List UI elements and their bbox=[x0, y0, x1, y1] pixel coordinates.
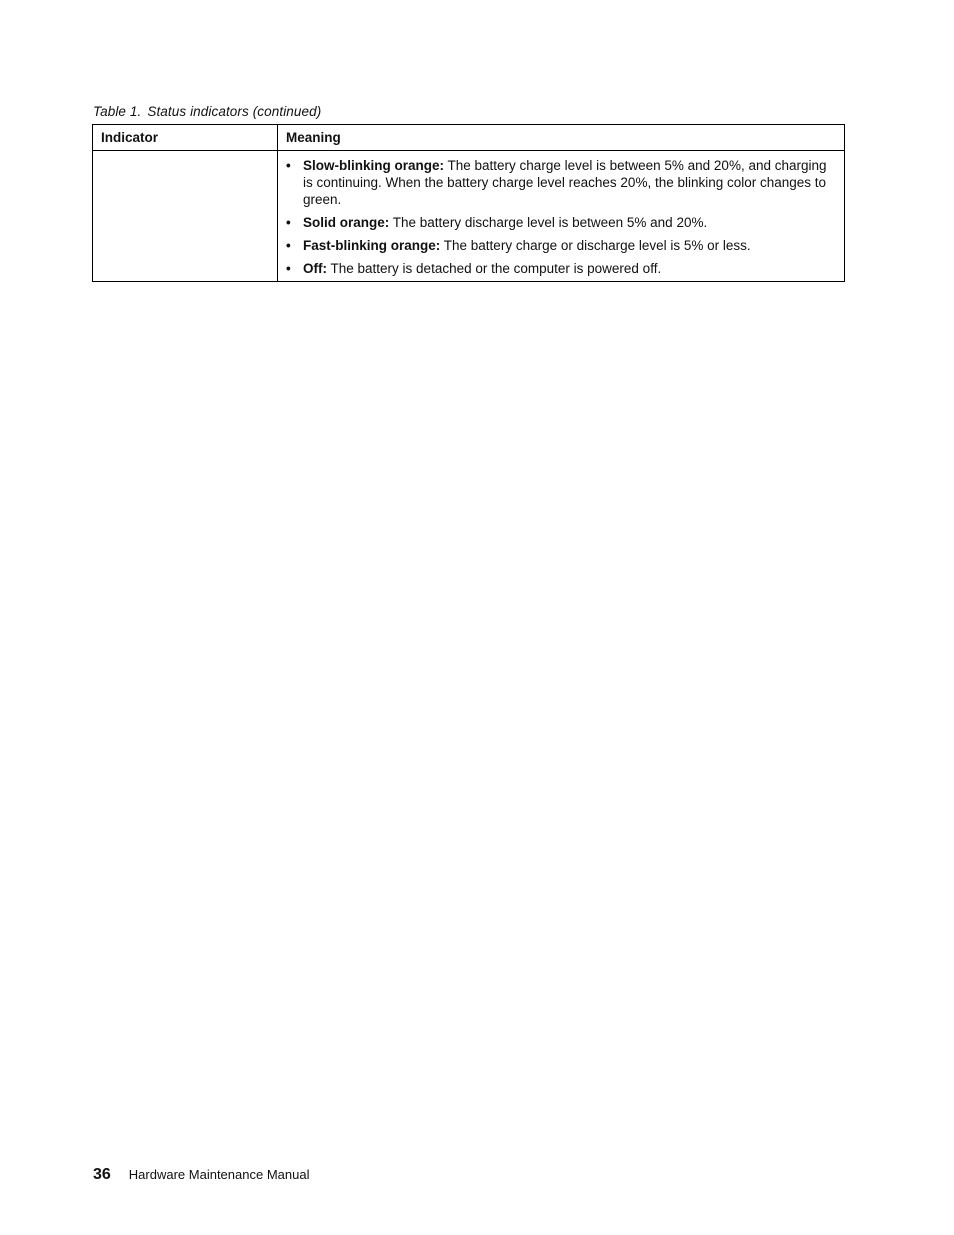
meaning-term: Off: bbox=[303, 261, 327, 276]
indicator-cell bbox=[93, 151, 278, 282]
meaning-text: The battery discharge level is between 5% and 20%. bbox=[392, 215, 708, 230]
meaning-text: The battery charge level is between 5% and 20%, and charging is continuing. When the battery charge level reaches 20%, the blinking color changes to green. bbox=[303, 158, 827, 207]
table-caption bbox=[93, 104, 321, 119]
column-header-indicator: Indicator bbox=[93, 125, 278, 151]
meaning-item-slow-blinking-orange bbox=[286, 157, 836, 208]
column-header-meaning: Meaning bbox=[278, 125, 845, 151]
bullet-icon: • bbox=[286, 215, 291, 230]
status-indicators-table bbox=[92, 124, 845, 282]
bullet-icon: • bbox=[286, 158, 291, 173]
page-number: 36 bbox=[93, 1166, 111, 1183]
meaning-text: The battery charge or discharge level is 5% or less. bbox=[443, 238, 751, 253]
bullet-icon: • bbox=[286, 238, 291, 253]
manual-title: Hardware Maintenance Manual bbox=[128, 1167, 310, 1182]
bullet-icon: • bbox=[286, 261, 291, 276]
meaning-cell bbox=[278, 151, 845, 282]
meaning-item-solid-orange bbox=[286, 214, 836, 231]
table-header-row bbox=[93, 125, 845, 151]
meaning-term: Solid orange: bbox=[303, 215, 390, 230]
meaning-list bbox=[286, 157, 836, 277]
table-row bbox=[93, 151, 845, 282]
meaning-item-off bbox=[286, 260, 836, 277]
table-caption-label: Table 1. bbox=[93, 104, 142, 119]
page-footer bbox=[93, 1166, 309, 1184]
meaning-text: The battery is detached or the computer is powered off. bbox=[330, 261, 662, 276]
meaning-item-fast-blinking-orange bbox=[286, 237, 836, 254]
meaning-term: Slow-blinking orange: bbox=[303, 158, 444, 173]
meaning-term: Fast-blinking orange: bbox=[303, 238, 441, 253]
table-caption-title: Status indicators (continued) bbox=[147, 104, 322, 119]
